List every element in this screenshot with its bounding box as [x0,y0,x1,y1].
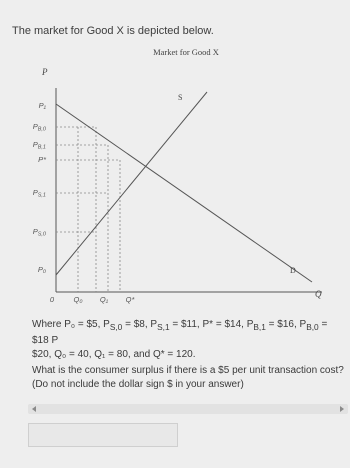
question-text: What is the consumer surplus if there is a $5 per unit transaction cost? (Do not include the dollar sign $ in your answer) [32,365,344,390]
tick-p1: P₁ [38,101,46,110]
tick-pstar: P* [38,155,46,164]
tick-pb0: $P_{B,0}$ [32,122,46,133]
tick-ps1: $P_{S,1}$ [32,188,46,199]
y-axis-label: P [42,67,48,77]
given-values: Where P₀ = $5, $P_{S,0}$ = $8, $P_{S,1}$ = $11, P* = $14, $P_{B,1}$ = $16, $P_{B,0}$ = $18 P $20, Q₀ = 40, Q₁ = 80, and Q* = 120. [32,319,328,360]
demand-label: D [290,266,296,275]
market-graph [0,40,350,315]
supply-label: S [178,93,183,102]
graph-title: Market for Good X [153,47,219,57]
price-dashed-lines [56,127,120,232]
tick-p0: P₀ [37,265,46,274]
intro-text: The market for Good X is depicted below. [12,25,214,37]
tick-q1: Q₁ [99,295,109,304]
tick-ps0: $P_{S,0}$ [32,227,46,238]
answer-input[interactable] [28,423,178,447]
tick-pb1: $P_{B,1}$ [32,140,46,151]
scroll-left-icon[interactable] [32,406,36,412]
scroll-right-icon[interactable] [340,406,344,412]
x-axis-label: Q [315,289,322,299]
quantity-dashed-lines [78,127,120,292]
horizontal-scrollbar[interactable] [28,404,348,414]
tick-origin: 0 [49,295,55,304]
demand-curve [56,104,312,282]
tick-q0: Q₀ [73,295,83,304]
tick-qstar: Q* [125,295,135,304]
